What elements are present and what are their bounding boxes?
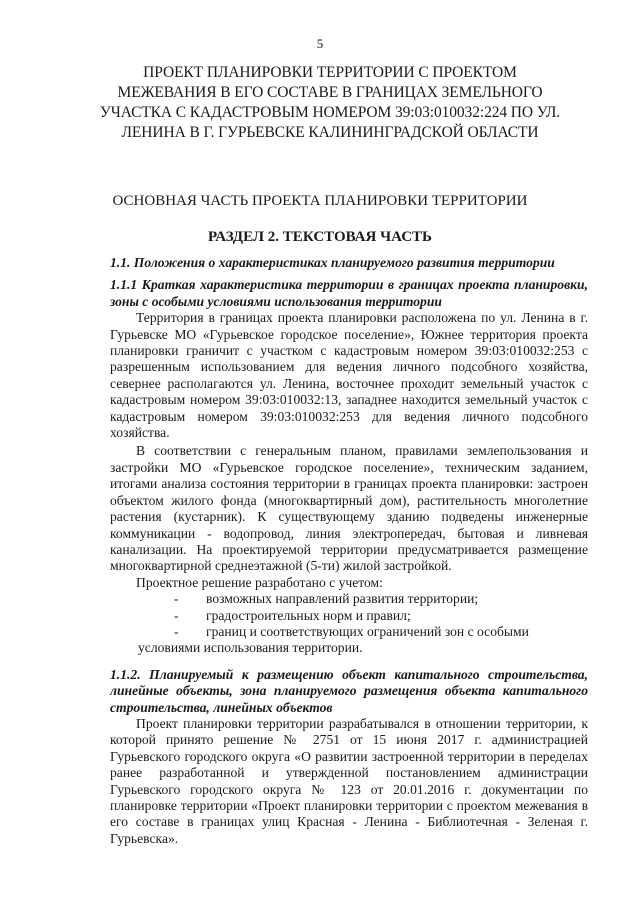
paragraph-territory: Территория в границах проекта планировки расположена по ул. Ленина в г. Гурьевске МО «Гурьевское городское поселение», Южнее территория проекта планировки граничит с участком с кадастровым номером 39:03:010032:253 с разрешенным использованием для ведения личного подсобного хозяйства, севернее располагаются ул. Ленина, восточнее проходит земельный участок с кадастровым номером 39:03:010032:13, западнее находится земельный участок с кадастровым номером 39:03:010032:253 для ведения личного подсобного хозяйства. [110, 310, 588, 441]
document-body [110, 253, 588, 847]
page-number: 5 [316, 36, 324, 51]
paragraph-design-basis: Проектное решение разработано с учетом: [136, 574, 383, 590]
list-dash: - [174, 591, 179, 607]
list-dash: - [174, 607, 179, 623]
heading-1-1-2: 1.1.2. Планируемый к размещению объект капитального строительства, линейные объекты, зона планируемого размещения объекта капитального строительства, линейных объектов [110, 666, 588, 715]
heading-1-1: 1.1. Положения о характеристиках планируемого развития территории [110, 255, 555, 270]
list-item: - границ и соответствующих ограничений зон с особыми [174, 623, 529, 639]
list-item: - градостроительных норм и правил; [174, 607, 411, 623]
main-heading: ОСНОВНАЯ ЧАСТЬ ПРОЕКТА ПЛАНИРОВКИ ТЕРРИТОРИИ [112, 193, 528, 209]
considerations-list [110, 591, 588, 640]
section-heading: РАЗДЕЛ 2. ТЕКСТОВАЯ ЧАСТЬ [208, 229, 432, 245]
document-title: ПРОЕКТ ПЛАНИРОВКИ ТЕРРИТОРИИ С ПРОЕКТОМ МЕЖЕВАНИЯ В ЕГО СОСТАВЕ В ГРАНИЦАХ ЗЕМЕЛЬНОГО УЧАСТКА С КАДАСТРОВЫМ НОМЕРОМ 39:03:010032:224 ПО УЛ. ЛЕНИНА В Г. ГУРЬЕВСКЕ КАЛИНИНГРАДСКОЙ ОБЛАСТИ [99, 64, 561, 141]
heading-1-1-1: 1.1.1 Краткая характеристика территории в границах проекта планировки, зоны с особыми условиями использования территории [110, 277, 588, 309]
paragraph-general-plan: В соответствии с генеральным планом, правилами землепользования и застройки МО «Гурьевское городское поселение», техническим заданием, итогами анализа состояния территории в границах проекта планировки: застроен объектом жилого фонда (многоквартирный дом), растительность многолетние растения (кустарник). К существующему зданию подведены инженерные коммуникации - водопровод, линия электропередач, бытовая и ливневая канализации. На проектируемой территории предусматривается размещение многоквартирной среднеэтажной (5-ти) жилой застройкой. [110, 443, 588, 574]
list-continuation: условиями использования территории. [138, 640, 363, 656]
list-dash: - [174, 623, 179, 639]
list-item: - возможных направлений развития территории; [174, 591, 479, 607]
paragraph-decision: Проект планировки территории разрабатывался в отношении территории, к которой принято решение № 2751 от 15 июня 2017 г. администрацией Гурьевского городского округа «О развитии застроенной территории в переделах ранее разработанной и утвержденной постановлением администрации Гурьевского городского округа № 123 от 20.01.2016 г. документации по планировке территории «Проект планировки территории с проектом межевания в его составе в границах улиц Красная - Ленина - Библиотечная - Зеленая г. Гурьевска». [110, 715, 588, 846]
